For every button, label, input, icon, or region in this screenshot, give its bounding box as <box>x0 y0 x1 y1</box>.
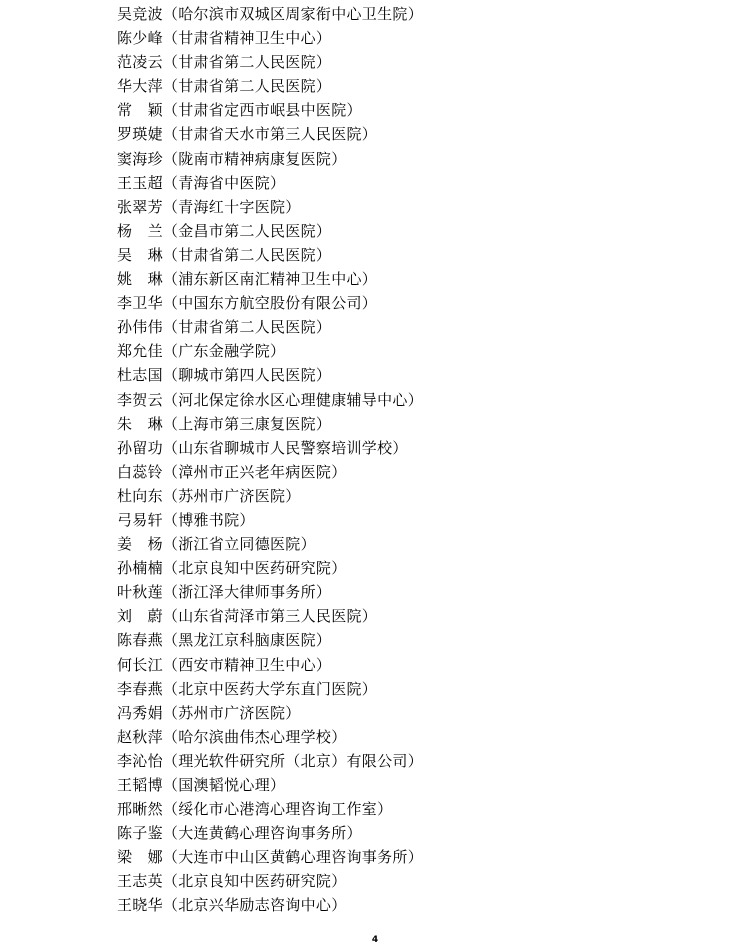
list-item: 李春燕（北京中医药大学东直门医院） <box>117 679 378 698</box>
list-item: 陈少峰（甘肃省精神卫生中心） <box>117 29 332 48</box>
list-item: 白蕊铃（漳州市正兴老年病医院） <box>117 462 347 481</box>
list-item: 李卫华（中国东方航空股份有限公司） <box>117 294 378 313</box>
list-item: 叶秋莲（浙江泽大律师事务所） <box>117 583 332 602</box>
list-item: 吴竞波（哈尔滨市双城区周家衔中心卫生院） <box>117 5 424 23</box>
list-item: 李贺云（河北保定徐水区心理健康辅导中心） <box>117 390 424 409</box>
list-item: 梁 娜（大连市中山区黄鹤心理咨询事务所） <box>117 848 424 867</box>
list-item: 李沁怡（理光软件研究所（北京）有限公司） <box>117 751 424 770</box>
list-item: 刘 蔚（山东省菏泽市第三人民医院） <box>117 607 378 626</box>
list-item: 冯秀娟（苏州市广济医院） <box>117 703 301 722</box>
list-item: 常 颖（甘肃省定西市岷县中医院） <box>117 101 362 120</box>
list-item: 孙楠楠（北京良知中医药研究院） <box>117 559 347 578</box>
list-item: 华大萍（甘肃省第二人民医院） <box>117 77 332 96</box>
list-item: 王晓华（北京兴华励志咨询中心） <box>117 896 347 915</box>
list-item: 杜向东（苏州市广济医院） <box>117 486 301 505</box>
list-item: 陈子鉴（大连黄鹤心理咨询事务所） <box>117 824 362 843</box>
list-item: 朱 琳（上海市第三康复医院） <box>117 414 332 433</box>
list-item: 陈春燕（黑龙江京科脑康医院） <box>117 631 332 650</box>
list-item: 何长江（西安市精神卫生中心） <box>117 655 332 674</box>
list-item: 王志英（北京良知中医药研究院） <box>117 872 347 891</box>
list-item: 姚 琳（浦东新区南汇精神卫生中心） <box>117 270 378 289</box>
list-item: 赵秋萍（哈尔滨曲伟杰心理学校） <box>117 727 347 746</box>
name-list <box>117 2 423 918</box>
list-item: 邢晰然（绥化市心港湾心理咨询工作室） <box>117 800 393 819</box>
list-item: 姜 杨（浙江省立同德医院） <box>117 535 316 554</box>
list-item: 弓易轩（博雅书院） <box>117 510 255 529</box>
list-item: 张翠芳（青海红十字医院） <box>117 197 301 216</box>
list-item: 王玉超（青海省中医院） <box>117 173 286 192</box>
list-item: 孙伟伟（甘肃省第二人民医院） <box>117 318 332 337</box>
list-item: 孙留功（山东省聊城市人民警察培训学校） <box>117 438 408 457</box>
list-item: 杨 兰（金昌市第二人民医院） <box>117 221 332 240</box>
list-item: 王韬博（国澳韬悦心理） <box>117 776 286 794</box>
list-item: 范凌云（甘肃省第二人民医院） <box>117 53 332 72</box>
list-item: 吴 琳（甘肃省第二人民医院） <box>117 245 332 264</box>
list-item: 窦海珍（陇南市精神病康复医院） <box>117 149 347 168</box>
page-number: 4 <box>371 935 379 945</box>
list-item: 杜志国（聊城市第四人民医院） <box>117 366 332 385</box>
list-item: 罗瑛婕（甘肃省天水市第三人民医院） <box>117 125 378 144</box>
list-item: 郑允佳（广东金融学院） <box>117 342 286 361</box>
